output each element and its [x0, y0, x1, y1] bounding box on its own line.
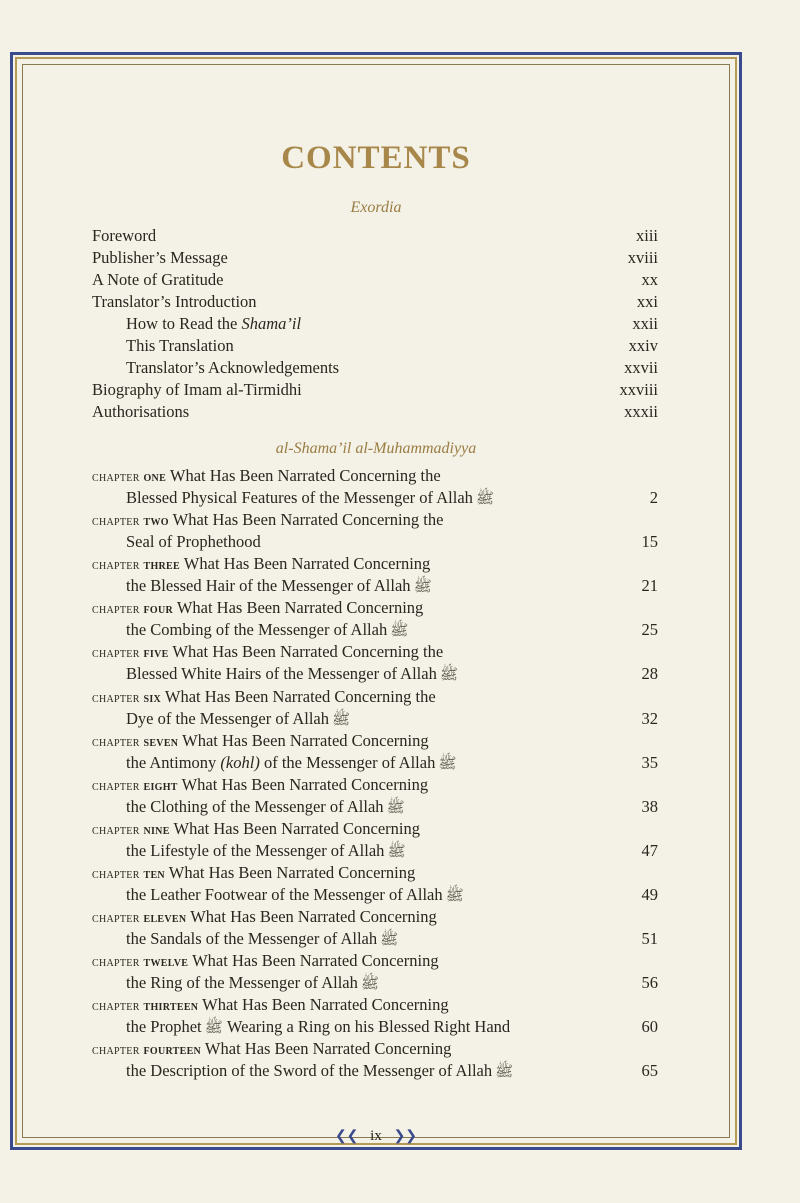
- honorific-icon: ﷺ: [387, 843, 406, 860]
- chapter-page: 32: [641, 708, 658, 728]
- toc-entry-title: Translator’s Acknowledgements: [126, 358, 340, 378]
- chapter-title-line2: Seal of Prophethood: [126, 532, 261, 552]
- chapter-title-line2: Dye of the Messenger of Allah: [126, 708, 329, 728]
- chapter-number: five: [143, 646, 169, 662]
- chapter-label: chapter fourteen: [92, 1043, 202, 1059]
- chapter-page: 51: [641, 929, 658, 949]
- chapter-entry-line1[interactable]: [92, 819, 420, 841]
- toc-entry-title: Foreword: [92, 226, 157, 245]
- chapter-title-line2: Blessed White Hairs of the Messenger of Allah: [126, 664, 437, 684]
- toc-entry-title: This Translation: [126, 336, 234, 356]
- chapter-number: fourteen: [143, 1043, 202, 1059]
- chapter-number: two: [143, 514, 169, 530]
- chapter-entry-line2[interactable]: [126, 797, 658, 818]
- chapter-title-line1: What Has Been Narrated Concerning: [164, 862, 416, 882]
- chapter-title-line1: What Has Been Narrated Concerning: [178, 730, 429, 750]
- toc-entry-page: xx: [641, 270, 658, 290]
- chapter-entry-line2[interactable]: [126, 753, 658, 774]
- toc-entry[interactable]: [126, 314, 658, 334]
- chapter-entry-line1[interactable]: [92, 995, 449, 1017]
- chapter-entry-line1[interactable]: [92, 687, 436, 709]
- section-heading-shamail: al-Shama’il al-Muhammadiyya: [275, 440, 477, 457]
- chapter-title-line2: the Prophet: [126, 1017, 202, 1037]
- chapter-label: chapter thirteen: [92, 999, 199, 1015]
- chapter-label: chapter four: [92, 602, 173, 618]
- chapter-entry-line2[interactable]: [126, 709, 658, 730]
- folio-number: ix: [370, 1128, 382, 1144]
- chapter-label: chapter twelve: [92, 955, 189, 971]
- honorific-icon: ﷺ: [360, 976, 379, 993]
- chapter-entry-line1[interactable]: [92, 598, 423, 620]
- chapter-title-line2: the Blessed Hair of the Messenger of Allah: [126, 576, 411, 596]
- chapter-title-line1: What Has Been Narrated Concerning the: [161, 686, 436, 706]
- honorific-icon: ﷺ: [204, 1020, 223, 1037]
- chapter-number: eleven: [143, 911, 187, 926]
- chapter-label: chapter two: [92, 514, 169, 530]
- chapter-entry-line1[interactable]: [92, 731, 429, 753]
- toc-entry[interactable]: [92, 402, 658, 422]
- chapter-title-italic: (kohl): [220, 752, 260, 772]
- toc-entry-title: Biography of Imam al-Tirmidhi: [92, 380, 302, 400]
- chapter-title-line1: What Has Been Narrated Concerning the: [166, 466, 441, 485]
- chapter-page: 21: [641, 576, 658, 596]
- chapter-entry-line1[interactable]: [92, 466, 441, 488]
- chapter-title-line2: the Leather Footwear of the Messenger of Allah: [126, 884, 443, 904]
- honorific-icon: ﷺ: [495, 1064, 514, 1081]
- chapter-entry-line2[interactable]: [126, 488, 658, 509]
- toc-entry-title-italic: Shama’il: [241, 314, 302, 334]
- chapter-page: 38: [641, 796, 658, 816]
- chapter-number: thirteen: [143, 999, 199, 1015]
- toc-entry-page: xiii: [635, 226, 658, 245]
- toc-entry-page: xxvii: [624, 358, 658, 378]
- chapter-page: 60: [641, 1017, 658, 1037]
- chapter-page: 15: [641, 532, 658, 552]
- chapter-number: nine: [143, 822, 170, 838]
- chapter-title-line2: Blessed Physical Features of the Messenger of Allah: [126, 488, 473, 508]
- chapter-entry-line1[interactable]: [92, 510, 443, 532]
- chapter-number: one: [143, 470, 167, 485]
- chapter-page: 35: [641, 752, 658, 772]
- chapter-number: twelve: [143, 955, 189, 971]
- chapter-entry-line1[interactable]: [92, 642, 443, 664]
- chapter-entry-line2[interactable]: [126, 1017, 658, 1038]
- chapter-page: 56: [641, 973, 658, 993]
- chapter-title-line1: What Has Been Narrated Concerning: [173, 598, 424, 618]
- chapter-title-line1: What Has Been Narrated Concerning: [198, 995, 449, 1015]
- chapter-title-line1: What Has Been Narrated Concerning the: [168, 642, 444, 662]
- chapter-label: chapter nine: [92, 822, 170, 838]
- ornament-right-icon: ❯❯: [393, 1129, 418, 1144]
- chapter-title-line1: What Has Been Narrated Concerning: [177, 774, 429, 794]
- chapter-label: chapter eight: [92, 778, 178, 794]
- chapter-entry-line2[interactable]: [126, 929, 658, 950]
- chapter-label: chapter eleven: [92, 911, 187, 926]
- chapter-entry-line2[interactable]: [126, 532, 658, 552]
- chapter-title-line1: What Has Been Narrated Concerning: [186, 907, 437, 926]
- chapter-title-line2: the Combing of the Messenger of Allah: [126, 620, 388, 640]
- chapter-entry-line1[interactable]: [92, 1039, 451, 1061]
- chapter-page: 25: [641, 620, 658, 640]
- chapter-title-line1: What Has Been Narrated Concerning: [201, 1039, 452, 1059]
- chapter-entry-line2[interactable]: [126, 841, 658, 862]
- chapter-title-line1: What Has Been Narrated Concerning: [169, 818, 420, 838]
- chapter-entry-line1[interactable]: [92, 907, 437, 929]
- toc-entry[interactable]: [126, 336, 658, 356]
- chapter-entry-line2[interactable]: [126, 885, 658, 906]
- chapter-number: seven: [143, 734, 179, 750]
- chapter-page: 49: [641, 884, 658, 904]
- chapter-entry-line1[interactable]: [92, 554, 430, 576]
- chapter-title-line2: the Antimony: [126, 752, 221, 772]
- toc-entry-page: xxxii: [624, 402, 658, 422]
- chapter-title-line2-cont: Wearing a Ring on his Blessed Right Hand: [222, 1017, 511, 1037]
- honorific-icon: ﷺ: [438, 755, 457, 772]
- chapter-label: chapter three: [92, 558, 180, 574]
- toc-entry-title: A Note of Gratitude: [92, 270, 224, 290]
- honorific-icon: ﷺ: [439, 667, 458, 684]
- chapter-title-line2: the Clothing of the Messenger of Allah: [126, 796, 384, 816]
- chapter-page: 28: [641, 664, 658, 684]
- toc-entry-page: xviii: [627, 248, 658, 268]
- toc-entry-title: How to Read the: [126, 314, 242, 334]
- chapter-entry-line1[interactable]: [92, 775, 428, 797]
- chapter-entry-line2[interactable]: [126, 620, 658, 641]
- section-heading-exordia: Exordia: [350, 199, 402, 216]
- chapter-entry-line2[interactable]: [126, 973, 658, 994]
- chapter-title-line1: What Has Been Narrated Concerning: [179, 554, 431, 574]
- chapter-number: eight: [143, 778, 178, 794]
- chapter-entry-line1[interactable]: [92, 863, 415, 885]
- chapter-number: six: [143, 690, 162, 706]
- page-title: CONTENTS: [281, 140, 471, 176]
- honorific-icon: ﷺ: [386, 799, 405, 816]
- chapter-page: 47: [641, 840, 658, 860]
- toc-entry-page: xxviii: [619, 380, 658, 400]
- toc-entry[interactable]: [92, 292, 658, 312]
- toc-entry[interactable]: [92, 270, 658, 290]
- chapter-entry-line2[interactable]: [126, 1061, 658, 1082]
- honorific-icon: ﷺ: [413, 579, 432, 596]
- chapter-title-line2: the Description of the Sword of the Messenger of Allah: [126, 1061, 493, 1081]
- chapter-title-line1: What Has Been Narrated Concerning: [188, 951, 439, 971]
- chapter-title-line2: the Lifestyle of the Messenger of Allah: [126, 840, 385, 860]
- honorific-icon: ﷺ: [380, 932, 399, 949]
- chapter-title-line2: the Ring of the Messenger of Allah: [126, 973, 358, 993]
- toc-entry-page: xxi: [636, 292, 658, 312]
- toc-entry-page: xxii: [632, 314, 658, 334]
- honorific-icon: ﷺ: [475, 491, 495, 508]
- chapter-label: chapter five: [92, 646, 169, 662]
- chapter-number: ten: [143, 866, 165, 882]
- chapter-label: chapter one: [92, 470, 167, 485]
- chapter-entry-line2[interactable]: [126, 576, 658, 597]
- toc-entry-title: Translator’s Introduction: [92, 292, 257, 312]
- chapter-label: chapter seven: [92, 734, 179, 750]
- chapter-title-line1: What Has Been Narrated Concerning the: [168, 510, 444, 530]
- honorific-icon: ﷺ: [445, 887, 464, 904]
- chapter-entry-line1[interactable]: [92, 951, 439, 973]
- toc-entry-page: xxiv: [628, 336, 658, 356]
- chapter-label: chapter six: [92, 690, 162, 706]
- toc-entry-title: Authorisations: [92, 402, 190, 422]
- chapter-page: 65: [641, 1061, 658, 1081]
- toc-entry-title: Publisher’s Message: [92, 248, 228, 268]
- page-footer: [0, 1128, 752, 1145]
- honorific-icon: ﷺ: [332, 711, 351, 728]
- toc-entry[interactable]: [92, 248, 658, 268]
- chapter-title-line2: the Sandals of the Messenger of Allah: [126, 929, 378, 949]
- chapter-number: four: [143, 602, 173, 618]
- toc-entry[interactable]: [92, 226, 658, 246]
- chapter-page: 2: [649, 488, 658, 508]
- toc-entry[interactable]: [92, 380, 658, 400]
- toc-entry[interactable]: [126, 358, 658, 378]
- chapter-entry-line2[interactable]: [126, 664, 658, 685]
- chapter-title-line2-cont: of the Messenger of Allah: [259, 752, 436, 772]
- chapter-label: chapter ten: [92, 866, 165, 882]
- honorific-icon: ﷺ: [390, 623, 409, 640]
- chapter-number: three: [143, 558, 180, 574]
- ornament-left-icon: ❮❮: [334, 1129, 359, 1144]
